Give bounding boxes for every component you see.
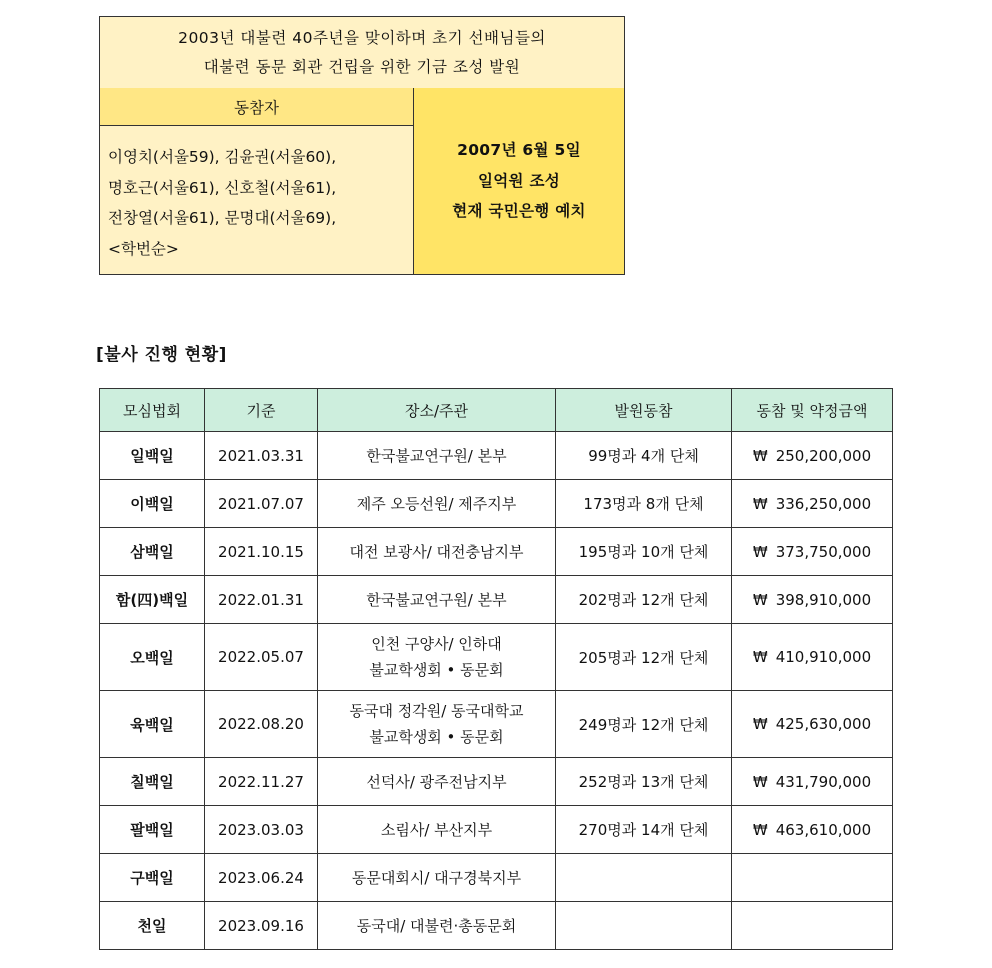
ceremony-place	[318, 691, 556, 758]
ceremony-date: 2023.03.03	[205, 806, 318, 854]
participation-count	[556, 902, 732, 950]
pledge-amount	[732, 854, 893, 902]
place-line: 불교학생회 • 동문회	[369, 661, 504, 679]
ceremony-place	[318, 806, 556, 854]
ceremony-name: 칠백일	[100, 758, 205, 806]
table-row	[100, 854, 893, 902]
ceremony-name: 천일	[100, 902, 205, 950]
amount-value: 431,790,000	[775, 772, 872, 791]
table-row	[100, 691, 893, 758]
ceremony-name: 함(四)백일	[100, 576, 205, 624]
place-line: 대전 보광사/ 대전충남지부	[349, 542, 524, 561]
won-symbol: ₩	[752, 446, 768, 465]
participation-count: 173명과 8개 단체	[556, 480, 732, 528]
participants-line: 전창열(서울61), 문명대(서울69),	[108, 209, 337, 227]
participants-line: 명호근(서울61), 신호철(서울61),	[108, 178, 337, 197]
place-line: 불교학생회 • 동문회	[369, 728, 504, 746]
fund-summary-line: 일억원 조성	[477, 171, 561, 190]
participation-count: 252명과 13개 단체	[556, 758, 732, 806]
won-symbol: ₩	[752, 590, 768, 609]
ceremony-place	[318, 528, 556, 576]
pledge-amount	[732, 528, 893, 576]
participation-count: 205명과 12개 단체	[556, 624, 732, 691]
participation-count: 249명과 12개 단체	[556, 691, 732, 758]
won-symbol: ₩	[752, 648, 768, 666]
amount-value: 250,200,000	[775, 446, 872, 465]
ceremony-name: 오백일	[100, 624, 205, 691]
ceremony-name: 이백일	[100, 480, 205, 528]
table-body	[100, 432, 893, 950]
table-row	[100, 528, 893, 576]
ceremony-date: 2022.08.20	[205, 691, 318, 758]
ceremony-date: 2022.05.07	[205, 624, 318, 691]
table-row	[100, 576, 893, 624]
participants-line: <학번순>	[108, 239, 179, 258]
table-row	[100, 624, 893, 691]
fund-info-box	[99, 16, 625, 275]
amount-value: 410,910,000	[775, 648, 872, 666]
place-line: 선덕사/ 광주전남지부	[366, 772, 507, 791]
table-row	[100, 902, 893, 950]
place-line: 동문대회시/ 대구경북지부	[351, 868, 522, 887]
participants-list	[100, 126, 414, 274]
ceremony-date: 2022.01.31	[205, 576, 318, 624]
amount-value: 425,630,000	[775, 715, 872, 733]
table-row	[100, 480, 893, 528]
participation-count: 195명과 10개 단체	[556, 528, 732, 576]
section-title: [불사 진행 현황]	[96, 345, 227, 365]
participants-line: 이영치(서울59), 김윤권(서울60),	[108, 148, 337, 166]
place-line: 동국대/ 대불련·총동문회	[356, 916, 517, 935]
participation-count: 202명과 12개 단체	[556, 576, 732, 624]
ceremony-date: 2023.09.16	[205, 902, 318, 950]
participation-count	[556, 854, 732, 902]
pledge-amount	[732, 624, 893, 691]
pledge-amount	[732, 432, 893, 480]
ceremony-place	[318, 758, 556, 806]
header-amount: 동참 및 약정금액	[732, 389, 893, 432]
amount-value: 463,610,000	[775, 820, 872, 839]
participation-count: 270명과 14개 단체	[556, 806, 732, 854]
pledge-amount	[732, 480, 893, 528]
participants-header: 동참자	[100, 88, 414, 126]
place-line: 동국대 정각원/ 동국대학교	[349, 702, 524, 720]
ceremony-name: 팔백일	[100, 806, 205, 854]
header-date: 기준	[205, 389, 318, 432]
fund-title	[100, 17, 624, 89]
header-place: 장소/주관	[318, 389, 556, 432]
table-header-row	[100, 389, 893, 432]
won-symbol: ₩	[752, 494, 768, 513]
amount-value: 336,250,000	[775, 494, 872, 513]
ceremony-place	[318, 480, 556, 528]
ceremony-place	[318, 624, 556, 691]
place-line: 제주 오등선원/ 제주지부	[356, 494, 517, 513]
ceremony-name: 육백일	[100, 691, 205, 758]
participation-count: 99명과 4개 단체	[556, 432, 732, 480]
place-line: 소림사/ 부산지부	[380, 820, 493, 839]
ceremony-place	[318, 432, 556, 480]
amount-value: 373,750,000	[775, 542, 872, 561]
pledge-amount	[732, 576, 893, 624]
ceremony-date: 2023.06.24	[205, 854, 318, 902]
fund-title-line: 2003년 대불련 40주년을 맞이하며 초기 선배님들의	[178, 28, 546, 47]
won-symbol: ₩	[752, 820, 768, 839]
pledge-amount	[732, 902, 893, 950]
table-row	[100, 806, 893, 854]
won-symbol: ₩	[752, 542, 768, 561]
header-ceremony: 모심법회	[100, 389, 205, 432]
pledge-amount	[732, 806, 893, 854]
won-symbol: ₩	[752, 715, 768, 733]
pledge-amount	[732, 758, 893, 806]
ceremony-name: 일백일	[100, 432, 205, 480]
ceremony-name: 구백일	[100, 854, 205, 902]
table-row	[100, 758, 893, 806]
ceremony-date: 2022.11.27	[205, 758, 318, 806]
ceremony-date: 2021.10.15	[205, 528, 318, 576]
ceremony-name: 삼백일	[100, 528, 205, 576]
table-row	[100, 432, 893, 480]
place-line: 인천 구양사/ 인하대	[371, 635, 502, 653]
won-symbol: ₩	[752, 772, 768, 791]
ceremony-date: 2021.07.07	[205, 480, 318, 528]
fund-title-line: 대불련 동문 회관 건립을 위한 기금 조성 발원	[203, 57, 521, 76]
header-participation: 발원동참	[556, 389, 732, 432]
fund-summary-line: 2007년 6월 5일	[457, 141, 581, 160]
ceremony-place	[318, 854, 556, 902]
fund-summary	[414, 88, 624, 274]
pledge-amount	[732, 691, 893, 758]
amount-value: 398,910,000	[775, 590, 872, 609]
place-line: 한국불교연구원/ 본부	[366, 590, 507, 609]
progress-table	[99, 388, 893, 950]
ceremony-date: 2021.03.31	[205, 432, 318, 480]
ceremony-place	[318, 902, 556, 950]
fund-summary-line: 현재 국민은행 예치	[452, 202, 586, 221]
ceremony-place	[318, 576, 556, 624]
place-line: 한국불교연구원/ 본부	[366, 446, 507, 465]
